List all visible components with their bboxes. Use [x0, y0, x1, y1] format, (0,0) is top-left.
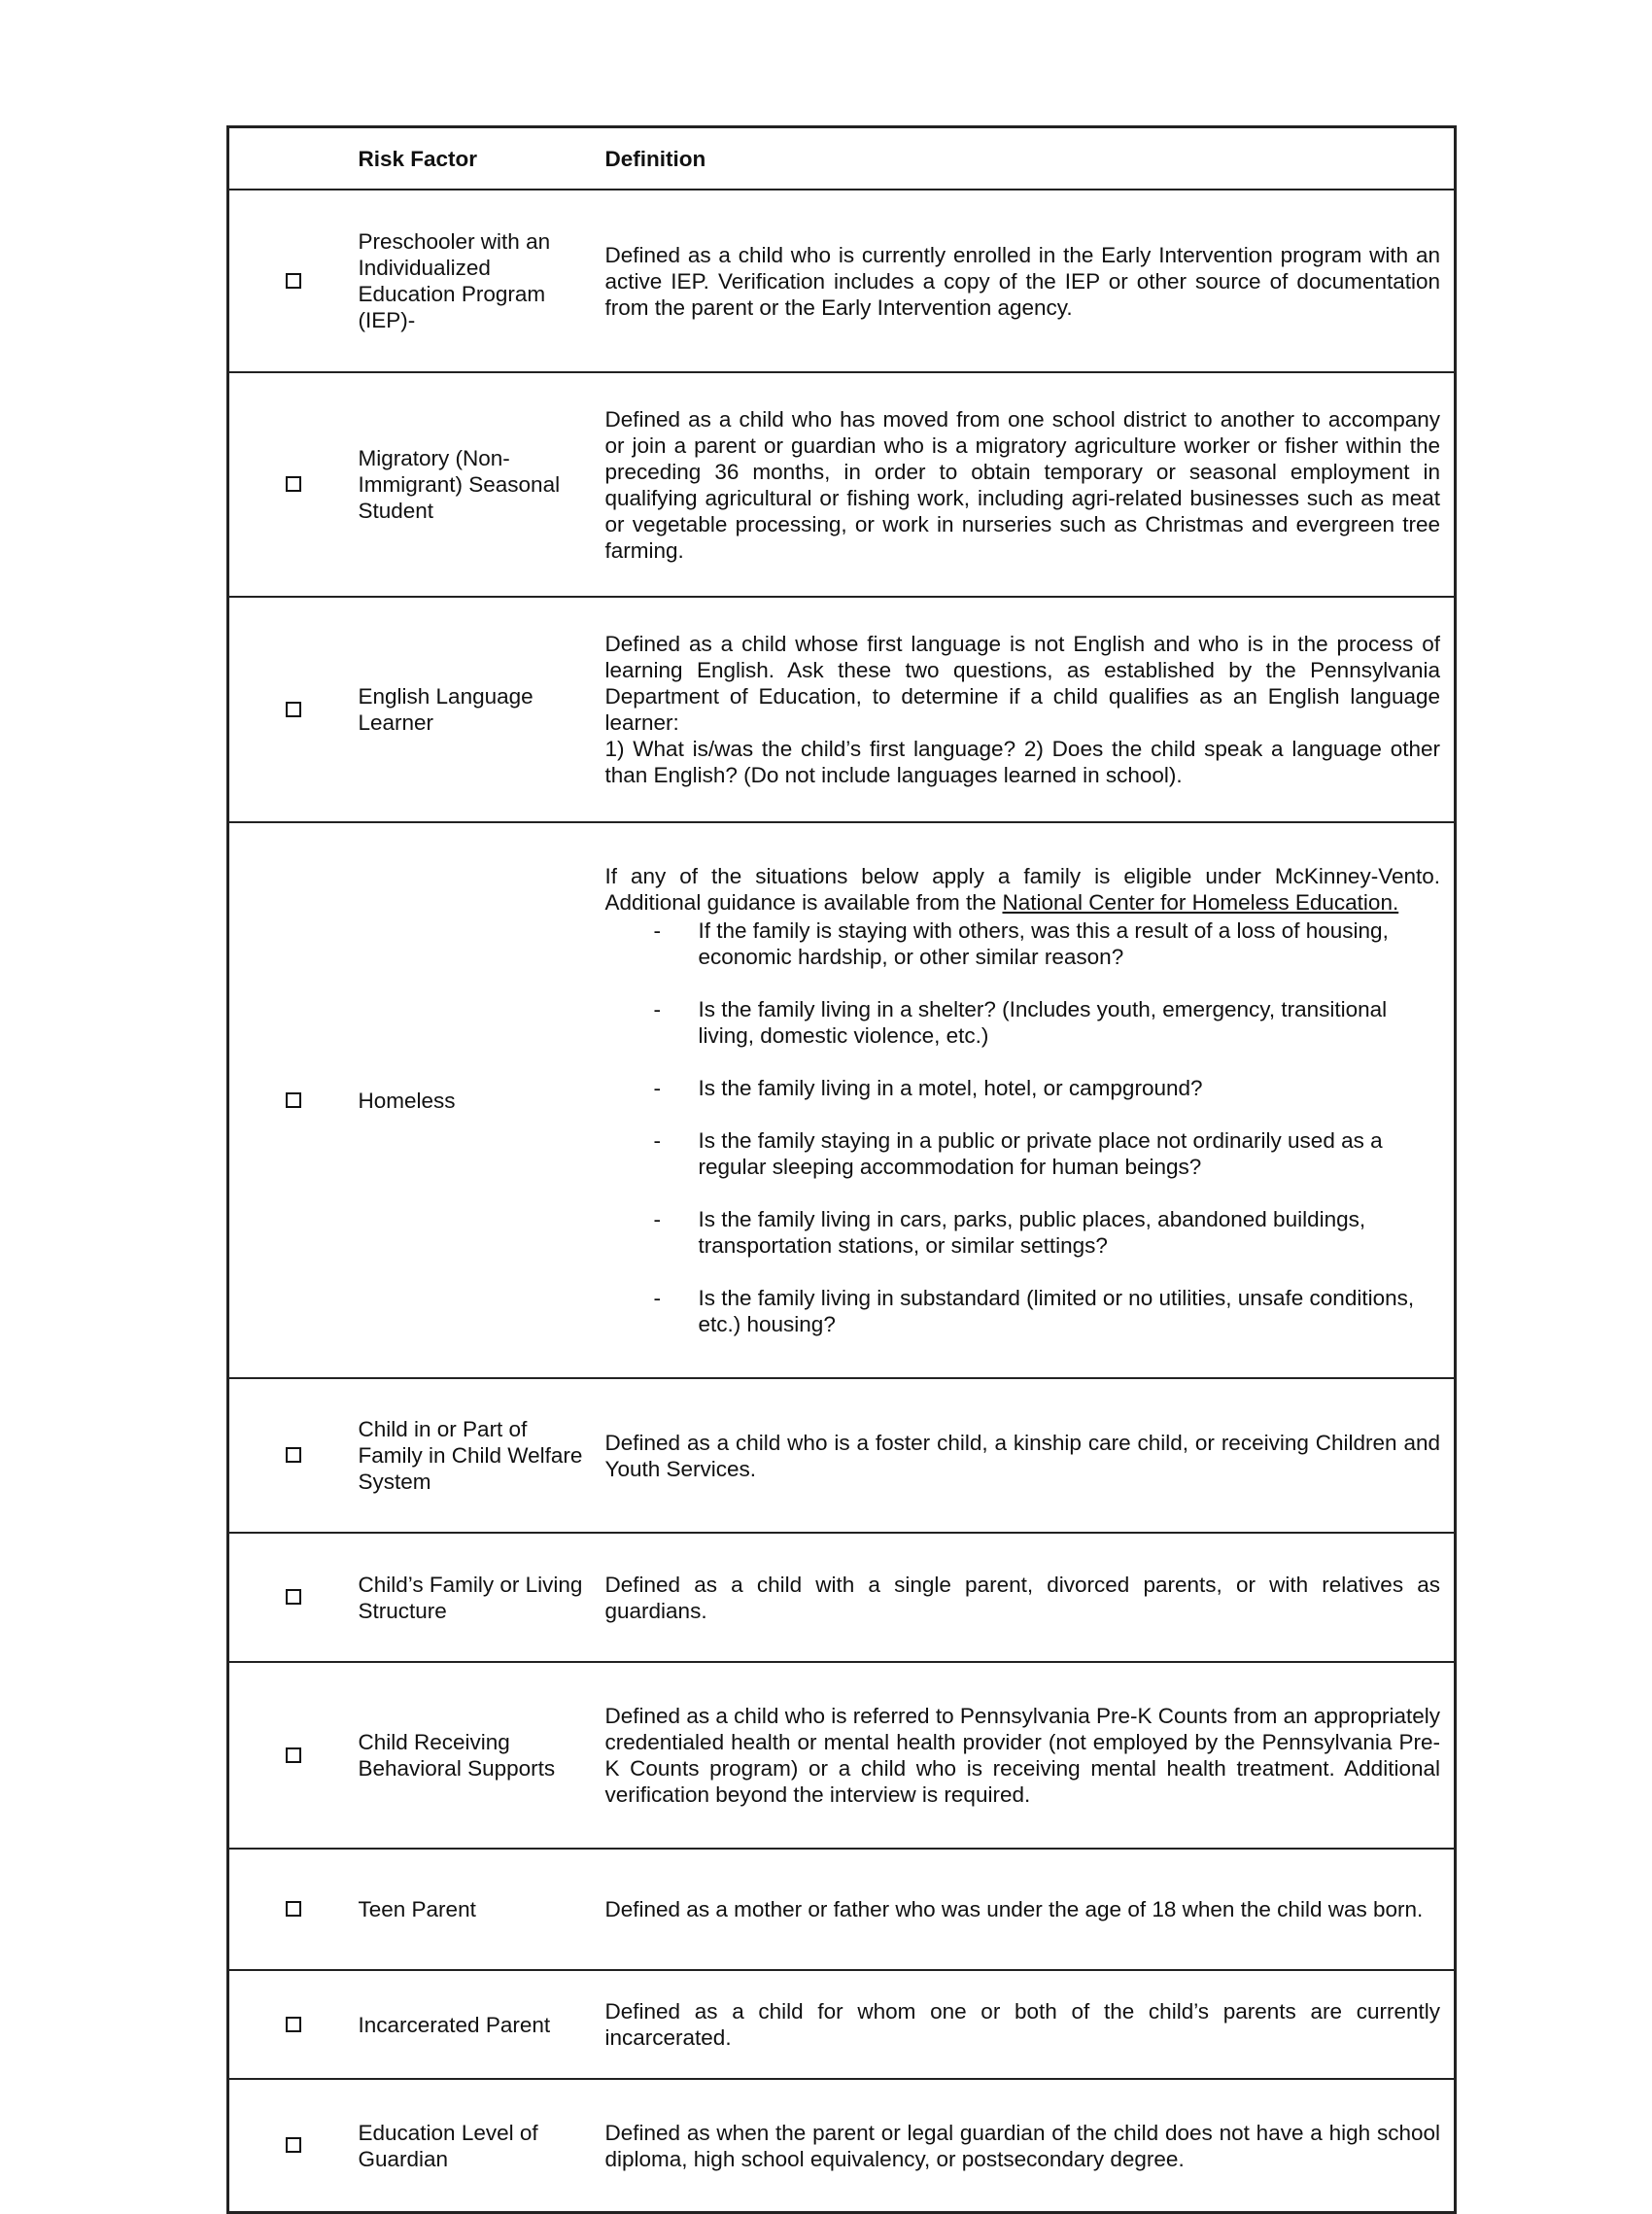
table-row: [228, 1970, 1456, 2079]
definition-text: Defined as a child whose first language is not English and who is in the process of learning English. Ask these two questions, as established by the Pennsylvania Department of Education, to determine if a child qualifies as an English language learner:: [604, 632, 1440, 735]
checkbox-cell: [228, 1533, 359, 1662]
risk-factor-label: Preschooler with an Individualized Education Program (IEP)-: [359, 190, 596, 372]
checkbox-cell: [228, 372, 359, 597]
checkbox-child-welfare[interactable]: [286, 1447, 301, 1463]
list-item: [605, 996, 1441, 1049]
table-row: [228, 1533, 1456, 1662]
dash-marker: -: [653, 918, 661, 943]
list-item-text: If the family is staying with others, was this a result of a loss of housing, economic hardship, or other similar reason?: [698, 918, 1389, 969]
list-item: [605, 1075, 1441, 1101]
checkbox-family-structure[interactable]: [286, 1589, 301, 1605]
list-item-text: Is the family living in substandard (limited or no utilities, unsafe conditions, etc.) housing?: [698, 1286, 1415, 1336]
homeless-education-link[interactable]: National Center for Homeless Education.: [1002, 890, 1399, 915]
risk-factor-definition: [596, 822, 1456, 1378]
checkbox-cell: [228, 2079, 359, 2213]
dash-marker: -: [653, 997, 661, 1021]
risk-factor-label: Child Receiving Behavioral Supports: [359, 1662, 596, 1849]
checkbox-cell: [228, 1970, 359, 2079]
checkbox-cell: [228, 1849, 359, 1970]
dash-marker: -: [653, 1076, 661, 1100]
table-row: [228, 822, 1456, 1378]
risk-factor-definition: Defined as a child with a single parent, divorced parents, or with relatives as guardians.: [596, 1533, 1456, 1662]
risk-factor-label: Teen Parent: [359, 1849, 596, 1970]
table-row: [228, 1849, 1456, 1970]
table-row: [228, 1378, 1456, 1533]
definition-questions: 1) What is/was the child’s first language? 2) Does the child speak a language other than English? (Do not include languages learned in school).: [604, 737, 1440, 787]
list-item: [605, 1127, 1441, 1180]
checkbox-cell: [228, 1662, 359, 1849]
checkbox-english-learner[interactable]: [286, 702, 301, 717]
table-row: [228, 2079, 1456, 2213]
risk-factor-label: English Language Learner: [359, 597, 596, 822]
risk-factor-label: Homeless: [359, 822, 596, 1378]
checkbox-iep[interactable]: [286, 273, 301, 289]
risk-factor-definition: Defined as a child who is a foster child, a kinship care child, or receiving Children and Youth Services.: [596, 1378, 1456, 1533]
list-item: [605, 1285, 1441, 1337]
homeless-intro: [605, 863, 1441, 916]
list-item-text: Is the family living in a shelter? (Includes youth, emergency, transitional living, domestic violence, etc.): [698, 997, 1388, 1048]
list-item: [605, 1206, 1441, 1259]
checkbox-behavioral-supports[interactable]: [286, 1747, 301, 1763]
checkbox-migratory[interactable]: [286, 476, 301, 492]
checkbox-cell: [228, 190, 359, 372]
table-row: [228, 597, 1456, 822]
header-checkbox-column: [228, 127, 359, 190]
dash-marker: -: [653, 1207, 661, 1231]
risk-factor-label: Incarcerated Parent: [359, 1970, 596, 2079]
risk-factor-label: Education Level of Guardian: [359, 2079, 596, 2213]
risk-factor-definition: Defined as a child for whom one or both of the child’s parents are currently incarcerated.: [596, 1970, 1456, 2079]
table-row: [228, 1662, 1456, 1849]
homeless-criteria-list: [605, 917, 1441, 1337]
checkbox-cell: [228, 822, 359, 1378]
dash-marker: -: [653, 1128, 661, 1153]
risk-factor-definition: Defined as a child who is referred to Pennsylvania Pre-K Counts from an appropriately credentialed health or mental health provider (not employed by the Pennsylvania Pre-K Counts program) or a child who is receiving mental health treatment. Additional verification beyond the interview is required.: [596, 1662, 1456, 1849]
checkbox-homeless[interactable]: [286, 1092, 301, 1108]
checkbox-teen-parent[interactable]: [286, 1901, 301, 1917]
risk-factor-label: Child’s Family or Living Structure: [359, 1533, 596, 1662]
header-definition: Definition: [596, 127, 1456, 190]
list-item-text: Is the family living in a motel, hotel, or campground?: [698, 1076, 1203, 1100]
risk-factor-table: [226, 125, 1457, 2214]
list-item: [605, 917, 1441, 970]
list-item-text: Is the family living in cars, parks, public places, abandoned buildings, transportation stations, or similar settings?: [698, 1207, 1366, 1258]
list-item-text: Is the family staying in a public or private place not ordinarily used as a regular sleeping accommodation for human beings?: [698, 1128, 1383, 1179]
table-row: [228, 372, 1456, 597]
checkbox-cell: [228, 1378, 359, 1533]
risk-factor-definition: [596, 597, 1456, 822]
homeless-intro-text: If any of the situations below apply a family is eligible under McKinney-Vento. Additional guidance is available from the: [604, 864, 1440, 915]
table-row: [228, 190, 1456, 372]
dash-marker: -: [653, 1286, 661, 1310]
checkbox-incarcerated-parent[interactable]: [286, 2017, 301, 2032]
risk-factor-definition: Defined as a mother or father who was under the age of 18 when the child was born.: [596, 1849, 1456, 1970]
risk-factor-label: Child in or Part of Family in Child Welfare System: [359, 1378, 596, 1533]
risk-factor-definition: Defined as a child who has moved from one school district to another to accompany or join a parent or guardian who is a migratory agriculture worker or fisher within the preceding 36 months, in order to obtain temporary or seasonal employment in qualifying agricultural or fishing work, including agri-related businesses such as meat or vegetable processing, or work in nurseries such as Christmas and evergreen tree farming.: [596, 372, 1456, 597]
risk-factor-definition: Defined as a child who is currently enrolled in the Early Intervention program with an active IEP. Verification includes a copy of the IEP or other source of documentation from the parent or the Early Intervention agency.: [596, 190, 1456, 372]
checkbox-guardian-education[interactable]: [286, 2137, 301, 2153]
risk-factor-label: Migratory (Non-Immigrant) Seasonal Student: [359, 372, 596, 597]
risk-factor-definition: Defined as when the parent or legal guardian of the child does not have a high school diploma, high school equivalency, or postsecondary degree.: [596, 2079, 1456, 2213]
header-risk-factor: Risk Factor: [359, 127, 596, 190]
table-header-row: [228, 127, 1456, 190]
checkbox-cell: [228, 597, 359, 822]
